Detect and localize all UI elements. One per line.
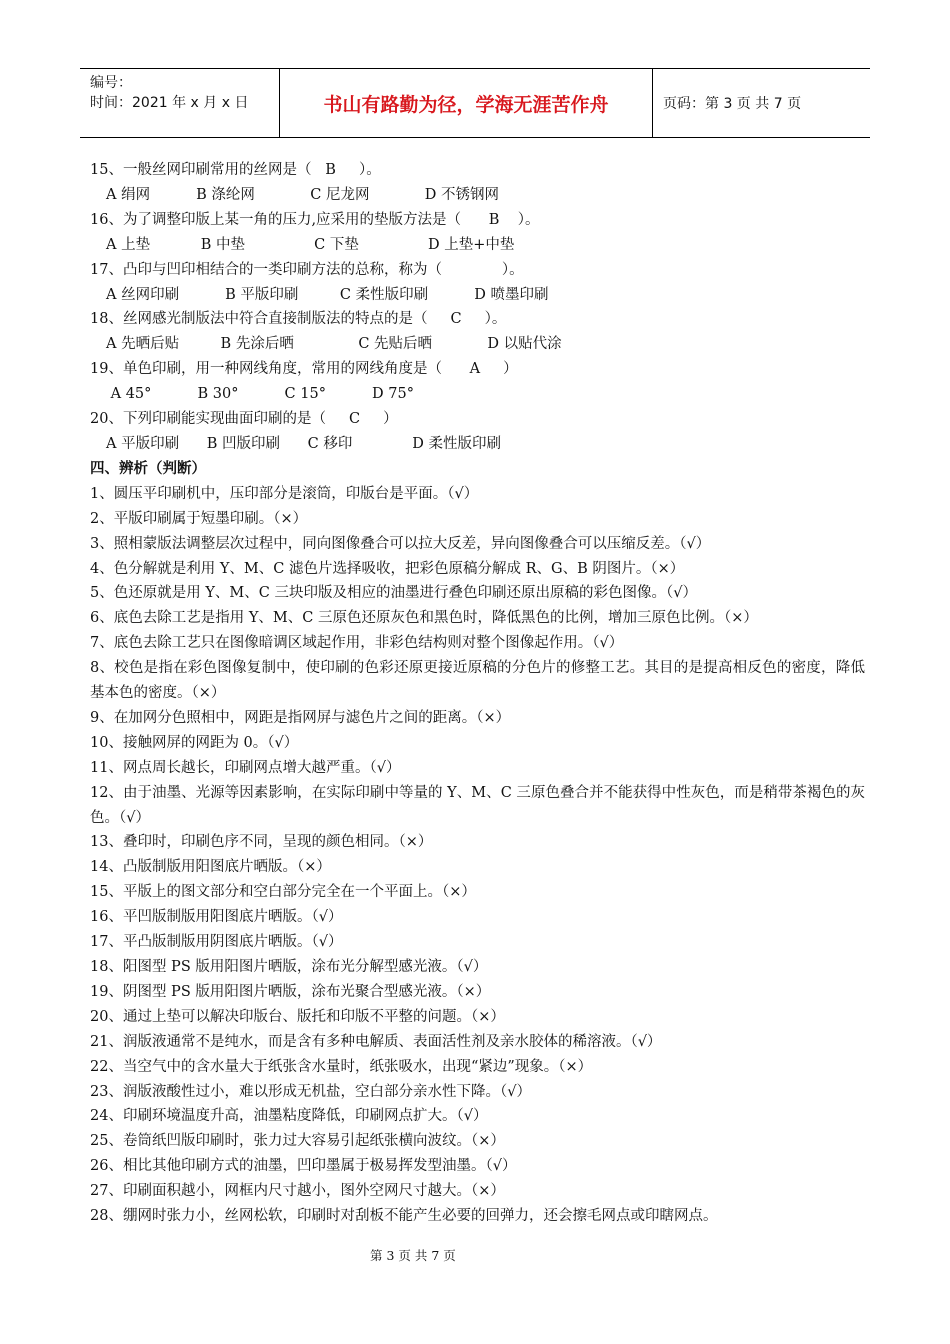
question-line: 24、印刷环境温度升高，油墨粘度降低，印刷网点扩大。（√）: [90, 1108, 488, 1125]
question-line: 18、丝网感光制版法中符合直接制版法的特点的是（ C ）。: [90, 311, 507, 328]
question-line: 21、润版液通常不是纯水，而是含有多种电解质、表面活性剂及亲水胶体的稀溶液。（√）: [90, 1033, 662, 1050]
question-line: 17、凸印与凹印相结合的一类印刷方法的总称，称为（ ）。: [90, 261, 524, 278]
question-line: 9、在加网分色照相中，网距是指网屏与滤色片之间的距离。（×）: [90, 709, 511, 726]
question-line: 23、润版液酸性过小，难以形成无机盐，空白部分亲水性下降。（√）: [90, 1083, 531, 1100]
question-line: 15、一般丝网印刷常用的丝网是（ B ）。: [90, 162, 381, 178]
question-line: 11、网点周长越长，印刷网点增大越严重。（√）: [90, 759, 401, 776]
time-label: 时间：2021 年 x 月 x 日: [90, 95, 249, 111]
answer-options: A 绢网 B 涤纶网 C 尼龙网 D 不锈钢网: [106, 186, 499, 203]
question-line: 10、接触网屏的网距为 0。（√）: [90, 734, 299, 751]
question-line: 19、阴图型 PS 版用阳图片晒版，涂布光聚合型感光液。（×）: [90, 983, 491, 1000]
page-footer: 第 3 页 共 7 页: [370, 1248, 456, 1263]
answer-options: A 上垫 B 中垫 C 下垫 D 上垫+中垫: [106, 236, 515, 253]
number-label: 编号：: [90, 75, 132, 91]
question-line: 19、单色印刷，用一种网线角度，常用的网线角度是（ A ）: [90, 361, 518, 378]
question-line: 12、由于油墨、光源等因素影响，在实际印刷中等量的 Y、M、C 三原色叠合并不能获得中性灰色，而是稍带茶褐色的灰色。（√）: [90, 784, 865, 826]
motto: 书山有路勤为径，学海无涯苦作舟: [280, 69, 653, 137]
question-line: 20、通过上垫可以解决印版台、版托和印版不平整的问题。（×）: [90, 1008, 505, 1025]
question-line: 27、印刷面积越小，网框内尺寸越小，图外空网尺寸越大。（×）: [90, 1183, 505, 1200]
question-line: 7、底色去除工艺只在图像暗调区域起作用，非彩色结构则对整个图像起作用。（√）: [90, 635, 624, 652]
document-body: [90, 158, 865, 1229]
question-line: 26、相比其他印刷方式的油墨，凹印墨属于极易挥发型油墨。（√）: [90, 1158, 517, 1175]
question-line: 25、卷筒纸凹版印刷时，张力过大容易引起纸张横向波纹。（×）: [90, 1133, 505, 1150]
question-line: 20、下列印刷能实现曲面印刷的是（ C ）: [90, 411, 398, 428]
answer-options: A 45° B 30° C 15° D 75°: [106, 386, 414, 403]
question-line: 8、校色是指在彩色图像复制中，使印刷的色彩还原更接近原稿的分色片的修整工艺。其目的是提高相反色的密度，降低基本色的密度。（×）: [90, 660, 865, 702]
header-meta: [80, 69, 280, 137]
page-code: 页码：第 3 页 共 7 页: [663, 96, 802, 112]
page-header: [80, 68, 870, 138]
question-line: 18、阳图型 PS 版用阳图片晒版，涂布光分解型感光液。（√）: [90, 959, 488, 975]
question-line: 3、照相蒙版法调整层次过程中，同向图像叠合可以拉大反差，异向图像叠合可以压缩反差。（√）: [90, 535, 711, 552]
question-line: 2、平版印刷属于短墨印刷。（×）: [90, 510, 308, 527]
question-line: 14、凸版制版用阳图底片晒版。（×）: [90, 859, 331, 876]
question-line: 1、圆压平印刷机中，压印部分是滚筒，印版台是平面。（√）: [90, 485, 479, 502]
question-line: 13、叠印时，印刷色序不同，呈现的颜色相同。（×）: [90, 834, 433, 851]
question-line: 4、色分解就是利用 Y、M、C 滤色片选择吸收，把彩色原稿分解成 R、G、B 阴图片。（×）: [90, 560, 685, 577]
question-line: 5、色还原就是用 Y、M、C 三块印版及相应的油墨进行叠色印刷还原出原稿的彩色图像。（√）: [90, 585, 697, 602]
question-line: 6、底色去除工艺是指用 Y、M、C 三原色还原灰色和黑色时，降低黑色的比例，增加三原色比例。（×）: [90, 610, 758, 627]
answer-options: A 先晒后贴 B 先涂后晒 C 先贴后晒 D 以贴代涂: [106, 336, 562, 353]
question-line: 16、为了调整印版上某一角的压力,应采用的垫版方法是（ B ）。: [90, 211, 540, 228]
section-heading: 四、辨析（判断）: [90, 459, 206, 477]
question-line: 28、绷网时张力小，丝网松软，印刷时对刮板不能产生必要的回弹力，还会擦毛网点或印瞎网点。: [90, 1208, 718, 1225]
answer-options: A 丝网印刷 B 平版印刷 C 柔性版印刷 D 喷墨印刷: [106, 286, 549, 303]
question-line: 22、当空气中的含水量大于纸张含水量时，纸张吸水，出现“紧边”现象。（×）: [90, 1058, 593, 1075]
question-line: 16、平凹版制版用阳图底片晒版。（√）: [90, 909, 343, 926]
question-line: 15、平版上的图文部分和空白部分完全在一个平面上。（×）: [90, 884, 476, 901]
question-line: 17、平凸版制版用阴图底片晒版。（√）: [90, 934, 343, 951]
answer-options: A 平版印刷 B 凹版印刷 C 移印 D 柔性版印刷: [106, 435, 502, 452]
